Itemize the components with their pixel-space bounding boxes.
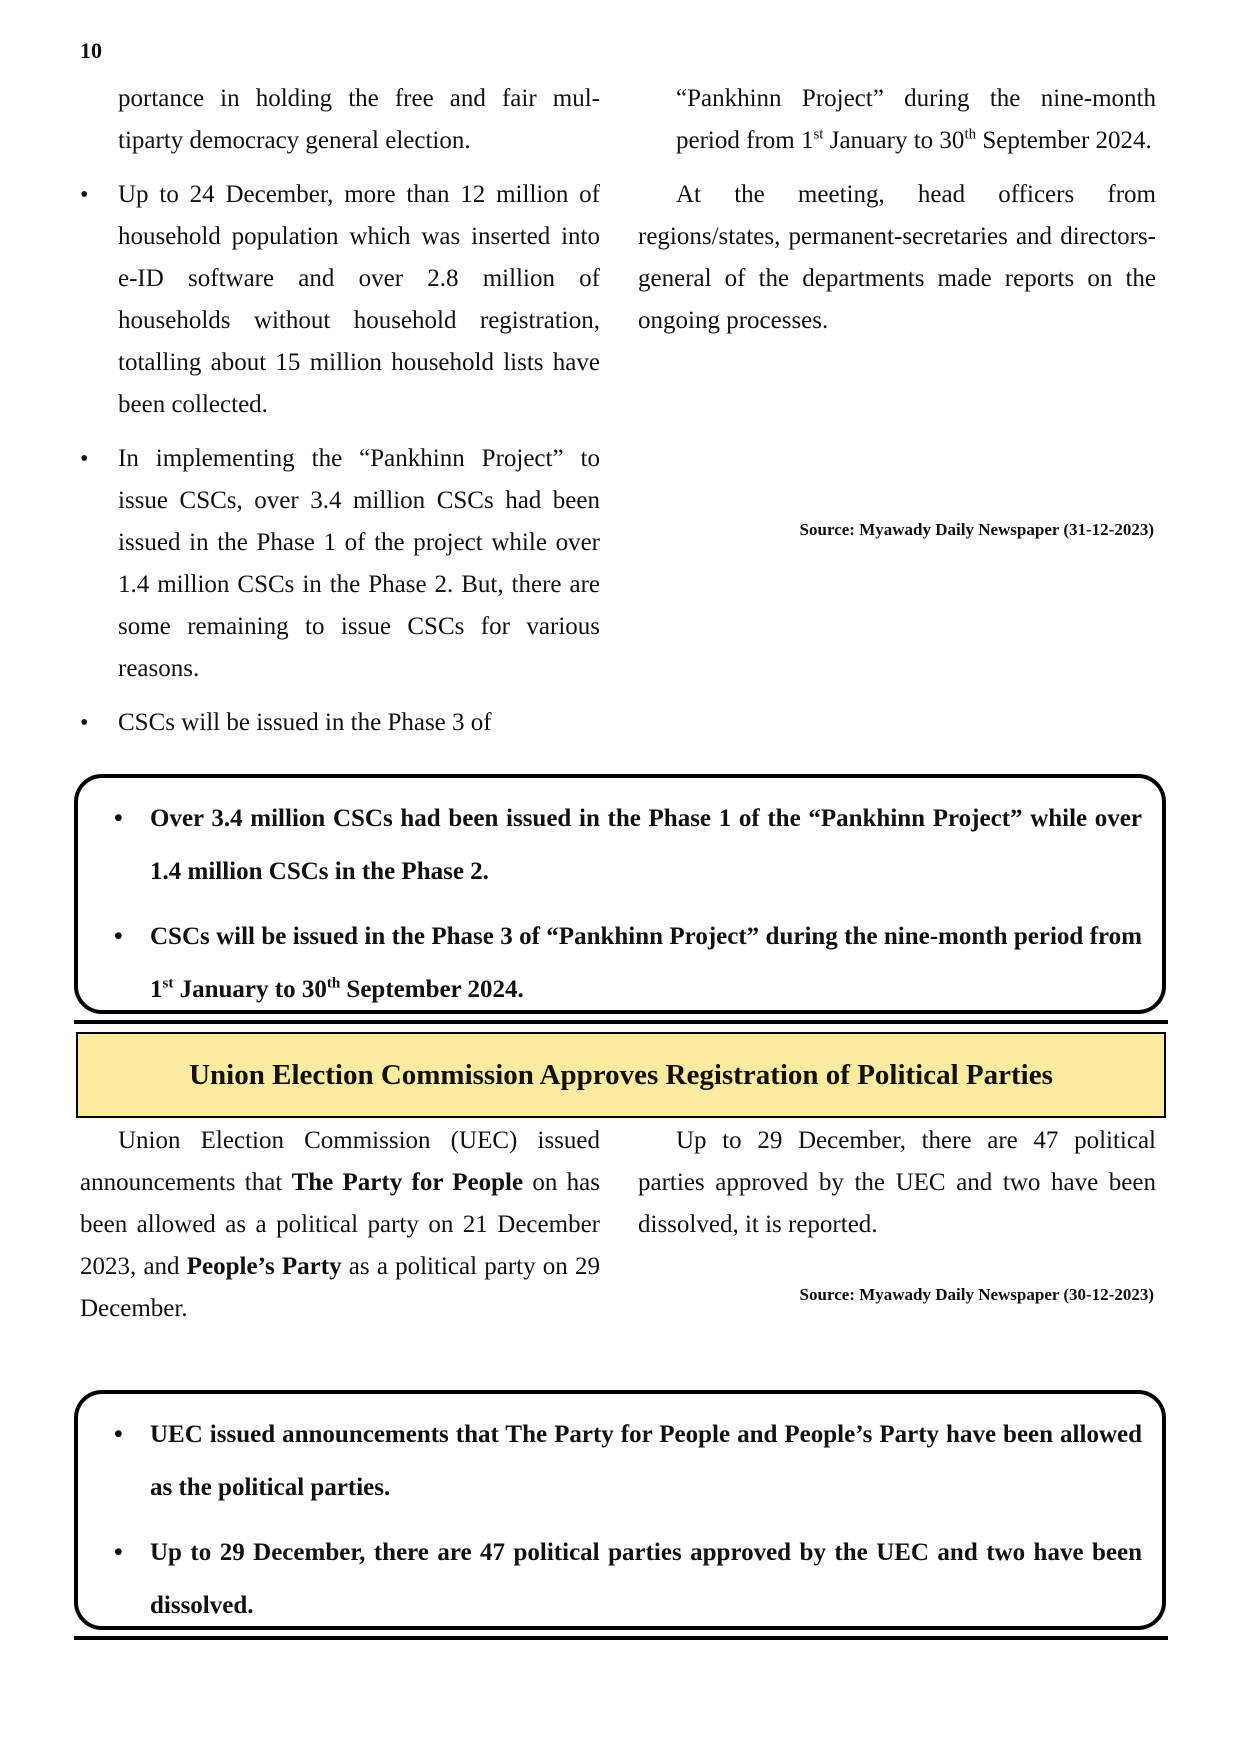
- party-name: People’s Party: [186, 1253, 342, 1280]
- highlight-item: • UEC issued announcements that The Party for People and People’s Party have been allowed as the political parties.: [98, 1408, 1142, 1514]
- text-part: January to 30: [173, 976, 327, 1003]
- uec-paragraph: [80, 1120, 600, 1330]
- highlight-box: [74, 774, 1166, 1014]
- highlight-item: [98, 910, 1142, 1016]
- text-part: January to 30: [823, 127, 965, 154]
- text-part: on has been allowed as a political party on 21 December 2023, and: [80, 1169, 600, 1280]
- highlight-box: [74, 1390, 1166, 1630]
- list-item: • CSCs will be issued in the Phase 3 of: [80, 702, 600, 744]
- superscript: th: [964, 126, 977, 143]
- article2-right-column: [638, 1120, 1156, 1246]
- continuation-paragraph: [638, 78, 1156, 162]
- superscript: st: [813, 126, 824, 143]
- article2-left-column: [80, 1120, 600, 1330]
- text-part: September 2024.: [976, 127, 1152, 154]
- parties-paragraph: Up to 29 December, there are 47 political parties approved by the UEC and two have been dissolved, it is reported.: [638, 1127, 1156, 1238]
- list-item: • Up to 24 December, more than 12 million of household population which was inserted into e-ID software and over 2.8 million of households without household registration, totalling about 15 million household lists have been collected.: [80, 174, 600, 426]
- highlight-item: • Up to 29 December, there are 47 political parties approved by the UEC and two have been dissolved.: [98, 1526, 1142, 1632]
- meeting-paragraph: At the meeting, head officers from regions/states, permanent-secretaries and directors-general of the departments made reports on the ongoing processes.: [638, 181, 1156, 334]
- source-citation: Source: Myawady Daily Newspaper (31-12-2023): [799, 520, 1154, 539]
- divider: [74, 1020, 1168, 1024]
- bullet-list: [80, 174, 600, 744]
- page-number: 10: [80, 38, 102, 63]
- article1-right-column: [638, 78, 1156, 342]
- list-item: • In implementing the “Pankhinn Project” to issue CSCs, over 3.4 million CSCs had been issued in the Phase 1 of the project while over 1.4 million CSCs in the Phase 2. But, there are some remaining to issue CSCs for various reasons.: [80, 438, 600, 690]
- highlight-list: [98, 1408, 1142, 1632]
- highlight-list: [98, 792, 1142, 1016]
- text-part: “Pankhinn Project” during the nine-month period from 1: [676, 85, 1156, 154]
- superscript: th: [326, 975, 341, 992]
- text-part: as a political party on 29 December.: [80, 1253, 600, 1322]
- continuation-paragraph: portance in holding the free and fair mul- tiparty democracy general election.: [118, 85, 600, 154]
- text-part: CSCs will be issued in the Phase 3 of “Pankhinn Project” during the nine-month period from 1: [150, 923, 1142, 1003]
- article1-left-column: [80, 78, 600, 744]
- party-name: The Party for People: [291, 1169, 524, 1196]
- highlight-item: • Over 3.4 million CSCs had been issued in the Phase 1 of the “Pankhinn Project” while over 1.4 million CSCs in the Phase 2.: [98, 792, 1142, 898]
- headline-banner: Union Election Commission Approves Registration of Political Parties: [76, 1032, 1166, 1118]
- superscript: st: [162, 975, 174, 992]
- divider: [74, 1636, 1168, 1640]
- text-part: Union Election Commission (UEC) issued announcements that: [80, 1127, 600, 1196]
- source-citation: Source: Myawady Daily Newspaper (30-12-2023): [799, 1285, 1154, 1304]
- text-part: September 2024.: [340, 976, 524, 1003]
